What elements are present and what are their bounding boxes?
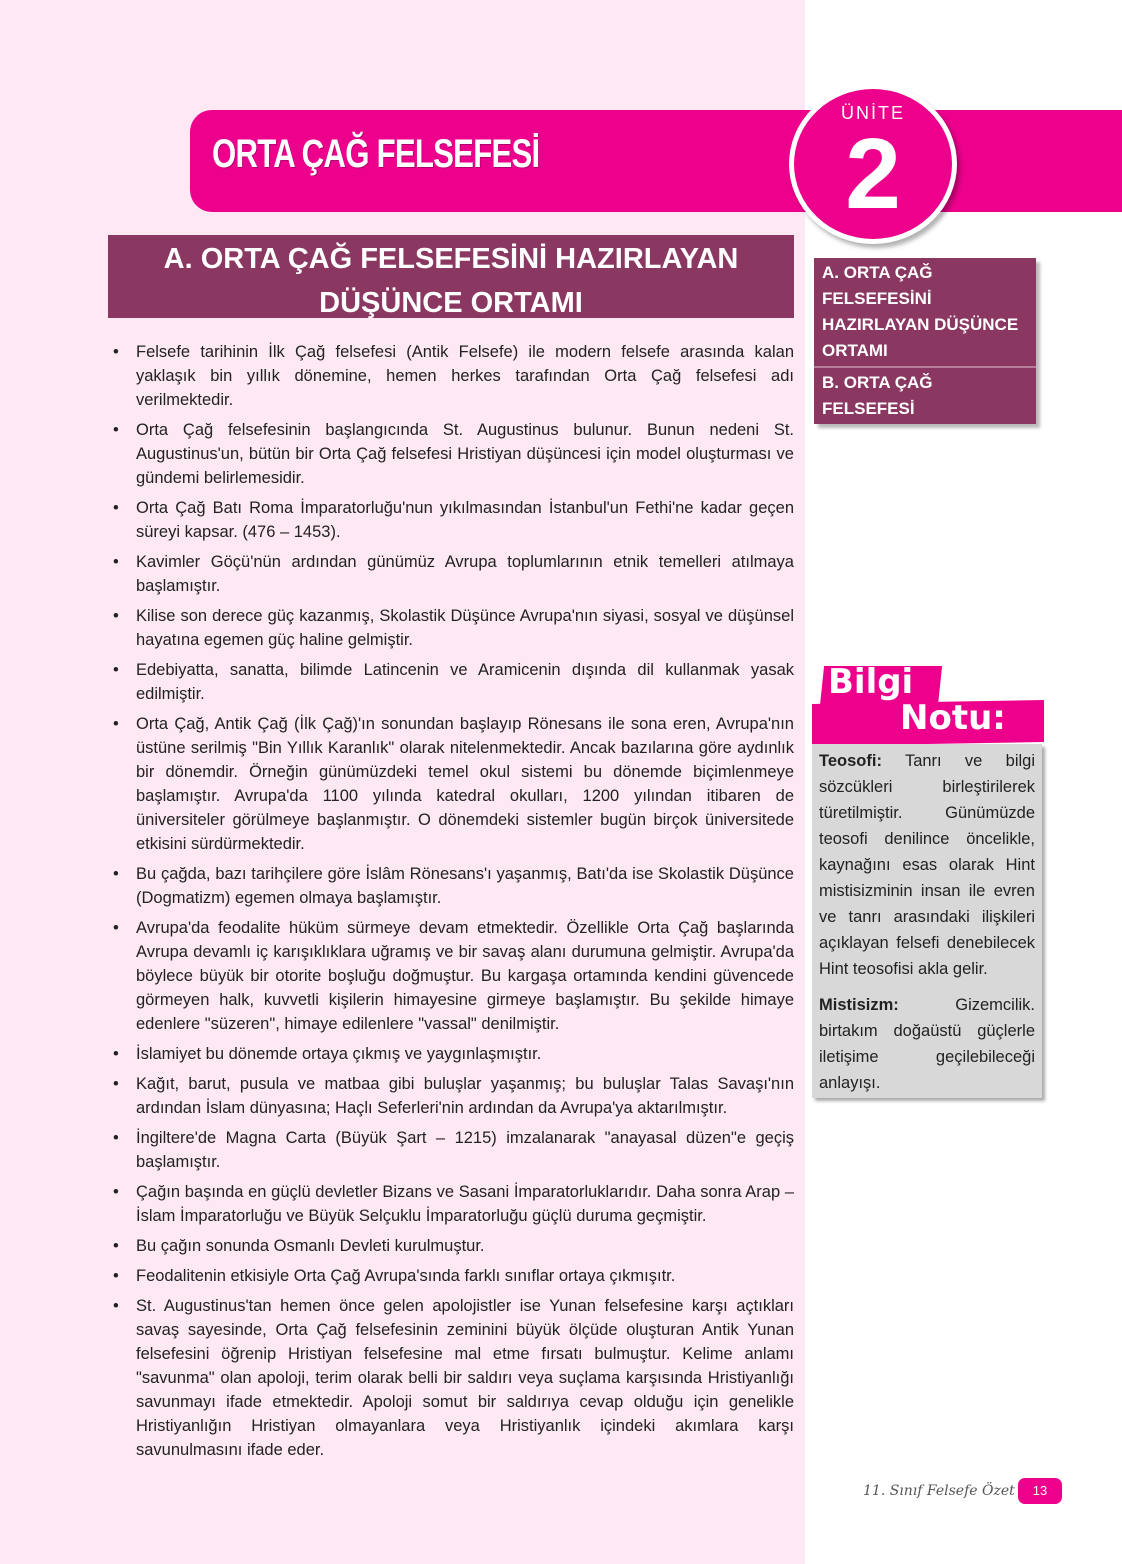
bullet-list bbox=[108, 340, 794, 1468]
note-definition: Tanrı ve bilgi sözcükleri birleştirilerek türetilmiştir. Günümüzde teosofi denilince öncelikle, kaynağını esas olarak Hint mistisizminin insan ile evren ve tanrı arasındaki ilişkileri açıklayan felsefi denebilecek Hint teosofisi akla gelir. bbox=[819, 752, 1035, 978]
bullet-item: • Kağıt, barut, pusula ve matbaa gibi buluşlar yaşanmış; bu buluşlar Talas Savaşı'nın ardından İslam dünyasına; Haçlı Seferleri'nin ardından da Avrupa'ya aktarılmıştır. bbox=[108, 1072, 794, 1120]
unit-badge bbox=[789, 84, 957, 244]
page-title: ORTA ÇAĞ FELSEFESİ bbox=[212, 132, 540, 176]
bullet-item: • Bu çağda, bazı tarihçilere göre İslâm Rönesans'ı yaşanmış, Batı'da ise Skolastik Düşünce (Dogmatizm) egemen olmaya başlamıştır. bbox=[108, 862, 794, 910]
bullet-item: • St. Augustinus'tan hemen önce gelen apolojistler ise Yunan felsefesine karşı açtıkları savaş sayesinde, Orta Çağ felsefesinin zeminini büyük ölçüde oluşturan Antik Yunan felsefesini öğrenip Hristiyan felsefesine mal etme fırsatı bulmuştur. Kelime anlamı "savunma" olan apoloji, terim olarak belli bir saldırı veya suçlama karşısında Hristiyanlığı savunmayı ifade etmektedir. Apoloji somut bir saldırıya cevap olduğu için genelikle Hristiyanlığın Hristiyan olmayanlara veya Hristiyanlık içindeki akımlara karşı savunulmasını ifade eder. bbox=[108, 1294, 794, 1462]
section-heading-line: A. ORTA ÇAĞ FELSEFESİNİ HAZIRLAYAN bbox=[163, 243, 739, 275]
section-heading-line: DÜŞÜNCE ORTAMI bbox=[319, 287, 583, 319]
bullet-item: • Çağın başında en güçlü devletler Bizans ve Sasani İmparatorluklarıdır. Daha sonra Arap – İslam İmparatorluğu ve Büyük Selçuklu İmparatorluğu güçlü duruma geçmiştir. bbox=[108, 1180, 794, 1228]
bullet-item: • Kilise son derece güç kazanmış, Skolastik Düşünce Avrupa'nın siyasi, sosyal ve düşünsel hayatına egemen güç haline gelmiştir. bbox=[108, 604, 794, 652]
toc-item[interactable]: B. ORTA ÇAĞ FELSEFESİ bbox=[822, 373, 933, 418]
bullet-item: • İslamiyet bu dönemde ortaya çıkmış ve yaygınlaşmıştır. bbox=[108, 1042, 794, 1066]
bullet-item: • Orta Çağ, Antik Çağ (İlk Çağ)'ın sonundan başlayıp Rönesans ile sona eren, Avrupa'nın üstüne serilmiş "Bin Yıllık Karanlık" olarak nitelenmektedir. Ancak bazılarına göre aydınlık bir dönemdir. Örneğin günümüzdeki temel okul sistemi bu dönemde biçimlenmeye başlamıştır. Avrupa'da 1100 yılında katedral okulları, 1200 yılından itibaren de üniversiteler görülmeye başlanmıştır. O dönemdeki sistemler bugün birçok üniversitede etkisini sürdürmektedir. bbox=[108, 712, 794, 856]
bullet-item: • Orta Çağ Batı Roma İmparatorluğu'nun yıkılmasından İstanbul'un Fethi'ne kadar geçen süreyi kapsar. (476 – 1453). bbox=[108, 496, 794, 544]
note-term: Mistisizm: bbox=[819, 996, 899, 1014]
bullet-item: • Felsefe tarihinin İlk Çağ felsefesi (Antik Felsefe) ile modern felsefe arasında kalan yaklaşık bin yıllık dönemine, hemen herkes tarafından Orta Çağ felsefesi adı verilmektedir. bbox=[108, 340, 794, 412]
section-heading bbox=[108, 235, 794, 318]
unit-label: ÜNİTE bbox=[841, 103, 905, 123]
page-number: 13 bbox=[1018, 1478, 1062, 1504]
info-note-heading bbox=[812, 664, 1046, 744]
unit-number: 2 bbox=[845, 118, 901, 230]
note-term: Teosofi: bbox=[819, 752, 882, 770]
bullet-item: • Avrupa'da feodalite hüküm sürmeye devam etmektedir. Özellikle Orta Çağ başlarında Avrupa devamlı iç karışıklıklara uğramış ve bir savaş alanı durumuna gelmiştir. Avrupa'da böylece büyük bir otorite boşluğu doğmuştur. Bu kargaşa ortamında kendini güvencede görmeyen halk, kuvvetli kişilerin himayesine girmeye başlamıştır. Bu şekilde himaye edenlere "süzeren", himaye edilenlere "vassal" denilmiştir. bbox=[108, 916, 794, 1036]
bullet-item: • Kavimler Göçü'nün ardından günümüz Avrupa toplumlarının etnik temelleri atılmaya başlamıştır. bbox=[108, 550, 794, 598]
bullet-item: • Edebiyatta, sanatta, bilimde Latincenin ve Aramicenin dışında dil kullanmak yasak edilmiştir. bbox=[108, 658, 794, 706]
note-heading-word: Bilgi bbox=[828, 662, 914, 702]
bullet-item: • İngiltere'de Magna Carta (Büyük Şart – 1215) imzalanarak "anayasal düzen"e geçiş başlamıştır. bbox=[108, 1126, 794, 1174]
bullet-item: • Orta Çağ felsefesinin başlangıcında St. Augustinus bulunur. Bunun nedeni St. Augustinus'un, bütün bir Orta Çağ felsefesi Hristiyan düşüncesi için model oluşturması ve gündemi belirlemesidir. bbox=[108, 418, 794, 490]
bullet-item: • Bu çağın sonunda Osmanlı Devleti kurulmuştur. bbox=[108, 1234, 794, 1258]
bullet-item: • Feodalitenin etkisiyle Orta Çağ Avrupa'sında farklı sınıflar ortaya çıkmışıtr. bbox=[108, 1264, 794, 1288]
table-of-contents bbox=[814, 258, 1036, 424]
info-note bbox=[812, 744, 1042, 1098]
footer-book-title: 11. Sınıf Felsefe Özet bbox=[863, 1483, 1015, 1499]
toc-item[interactable]: A. ORTA ÇAĞ FELSEFESİNİ HAZIRLAYAN DÜŞÜNCE ORTAMI bbox=[814, 258, 1036, 368]
note-definition: Gizemcilik. birtakım doğaüstü güçlerle iletişime geçilebileceği anlayışı. bbox=[819, 996, 1035, 1092]
note-heading-word: Notu: bbox=[900, 698, 1006, 738]
